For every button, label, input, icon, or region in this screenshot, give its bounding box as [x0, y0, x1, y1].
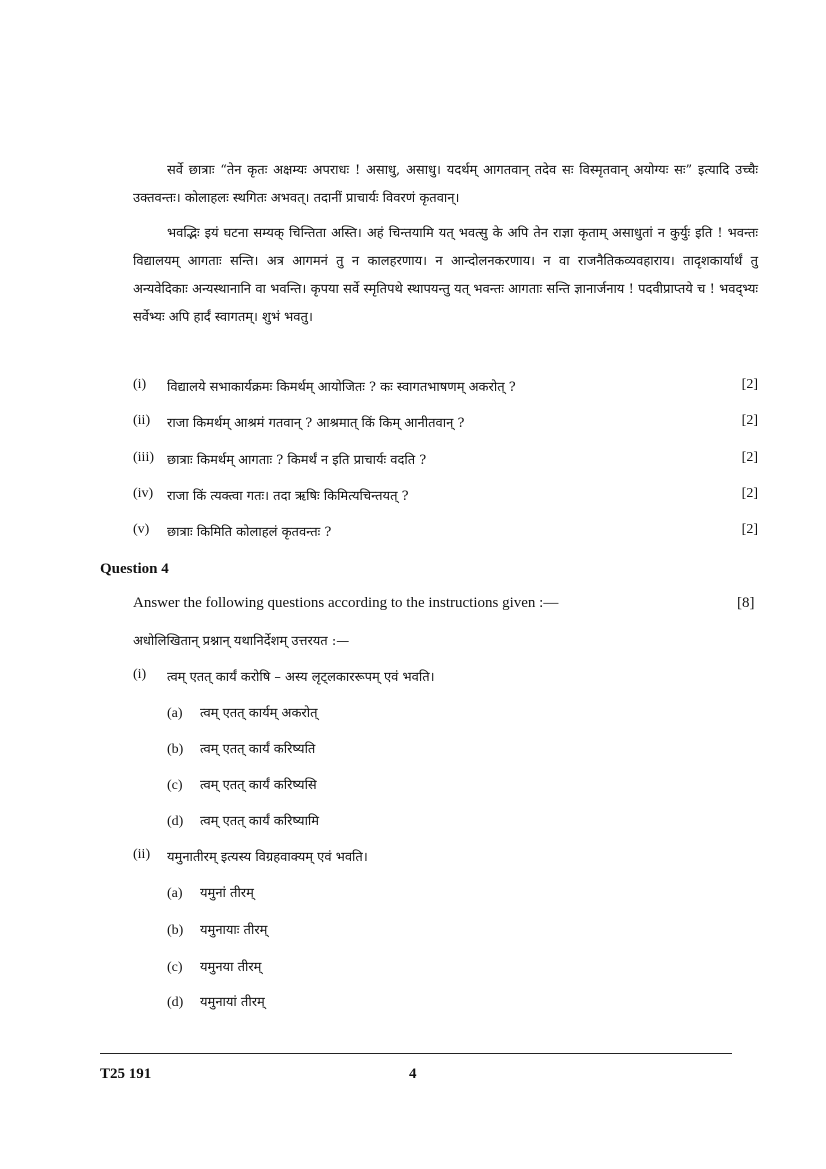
option-item — [167, 957, 261, 976]
question-number: (i) — [133, 377, 147, 392]
q4-instruction-english: Answer the following questions according to the instructions given :— — [133, 595, 559, 611]
footer-divider — [100, 1053, 732, 1054]
option-text: यमुनायाः तीरम् — [200, 923, 268, 938]
question-marks: [2] — [741, 522, 758, 537]
question-4-heading: Question 4 — [100, 561, 169, 577]
q3-question-row — [133, 413, 758, 435]
option-text: यमुनां तीरम् — [200, 886, 254, 901]
q3-question-row — [133, 486, 758, 508]
option-item — [167, 739, 315, 758]
option-item — [167, 883, 254, 902]
option-text: यमुनया तीरम् — [200, 960, 262, 975]
question-number: (v) — [133, 522, 150, 537]
option-text: त्वम् एतत् कार्यं करिष्यामि — [200, 814, 320, 829]
option-item — [167, 775, 317, 794]
q4-instruction-sanskrit: अधोलिखितान् प्रश्नान् यथानिर्देशम् उत्तरयत :— — [133, 634, 350, 649]
option-item — [167, 811, 319, 830]
page-number: 4 — [409, 1066, 417, 1082]
q3-question-row — [133, 450, 758, 472]
question-number: (iv) — [133, 486, 154, 501]
question-marks: [2] — [741, 450, 758, 465]
passage-paragraph-1: सर्वे छात्राः “तेन कृतः अक्षम्यः अपराधः ! असाधु, असाधु। यदर्थम् आगतवान् तदेव सः विस्मृतवान् अयोग्यः सः” इत्यादि उच्चैः उक्तवन्तः। कोलाहलः स्थगितः अभवत्। तदानीं प्राचार्यः विवरणं कृतवान्। — [133, 163, 758, 206]
option-item — [167, 920, 267, 939]
question-text: छात्राः किमर्थम् आगताः ? किमर्थं न इति प्राचार्यः वदति ? — [167, 453, 427, 468]
q4-marks: [8] — [737, 595, 755, 611]
passage-paragraph-2: भवद्भिः इयं घटना सम्यक् चिन्तिता अस्ति। अहं चिन्तयामि यत् भवत्सु के अपि तेन राज्ञा कृताम् असाधुतां न कुर्युः इति ! भवन्तः विद्यालयम् आगताः सन्ति। अत्र आगमनं तु न कालहरणाय। न आन्दोलनकरणाय। न वा राजनैतिकव्यवहाराय। तादृशकार्यार्थं तु अन्यवेदिकाः अन्यस्थानानि वा भवन्ति। कृपया सर्वे स्मृतिपथे स्थापयन्तु यत् भवन्तः आगताः सन्ति ज्ञानार्जनाय ! पदवीप्राप्तये च ! भवद्भ्यः सर्वेभ्यः अपि हार्दं स्वागतम्। शुभं भवतु। — [133, 226, 758, 325]
question-marks: [2] — [741, 486, 758, 501]
question-number: (iii) — [133, 450, 154, 465]
part-text: त्वम् एतत् कार्यं करोषि – अस्य लृट्लकाररूपम् एवं भवति। — [167, 670, 435, 685]
option-label: (b) — [167, 742, 184, 757]
q4-part-row — [133, 847, 758, 869]
option-label: (d) — [167, 814, 184, 829]
option-text: त्वम् एतत् कार्यं करिष्यसि — [200, 778, 317, 793]
option-label: (a) — [167, 706, 183, 721]
option-label: (a) — [167, 886, 183, 901]
question-text: राजा किं त्यक्त्वा गतः। तदा ऋषिः किमित्यचिन्तयत् ? — [167, 489, 409, 504]
q3-question-row — [133, 522, 758, 544]
option-text: त्वम् एतत् कार्यम् अकरोत् — [200, 706, 318, 721]
part-text: यमुनातीरम् इत्यस्य विग्रहवाक्यम् एवं भवति। — [167, 850, 368, 865]
part-number: (ii) — [133, 847, 151, 862]
q3-question-row — [133, 377, 758, 399]
question-marks: [2] — [741, 413, 758, 428]
option-text: यमुनायां तीरम् — [200, 995, 265, 1010]
question-marks: [2] — [741, 377, 758, 392]
question-text: छात्राः किमिति कोलाहलं कृतवन्तः ? — [167, 525, 332, 540]
option-label: (d) — [167, 995, 184, 1010]
question-text: राजा किमर्थम् आश्रमं गतवान् ? आश्रमात् किं किम् आनीतवान् ? — [167, 416, 465, 431]
option-label: (c) — [167, 778, 183, 793]
question-text: विद्यालये सभाकार्यक्रमः किमर्थम् आयोजितः ? कः स्वागतभाषणम् अकरोत् ? — [167, 380, 516, 395]
option-label: (b) — [167, 923, 184, 938]
part-number: (i) — [133, 667, 147, 682]
paper-code: T25 191 — [100, 1066, 152, 1082]
option-item — [167, 703, 318, 722]
option-item — [167, 992, 265, 1011]
option-label: (c) — [167, 960, 183, 975]
option-text: त्वम् एतत् कार्यं करिष्यति — [200, 742, 316, 757]
q4-part-row — [133, 667, 758, 689]
question-number: (ii) — [133, 413, 151, 428]
